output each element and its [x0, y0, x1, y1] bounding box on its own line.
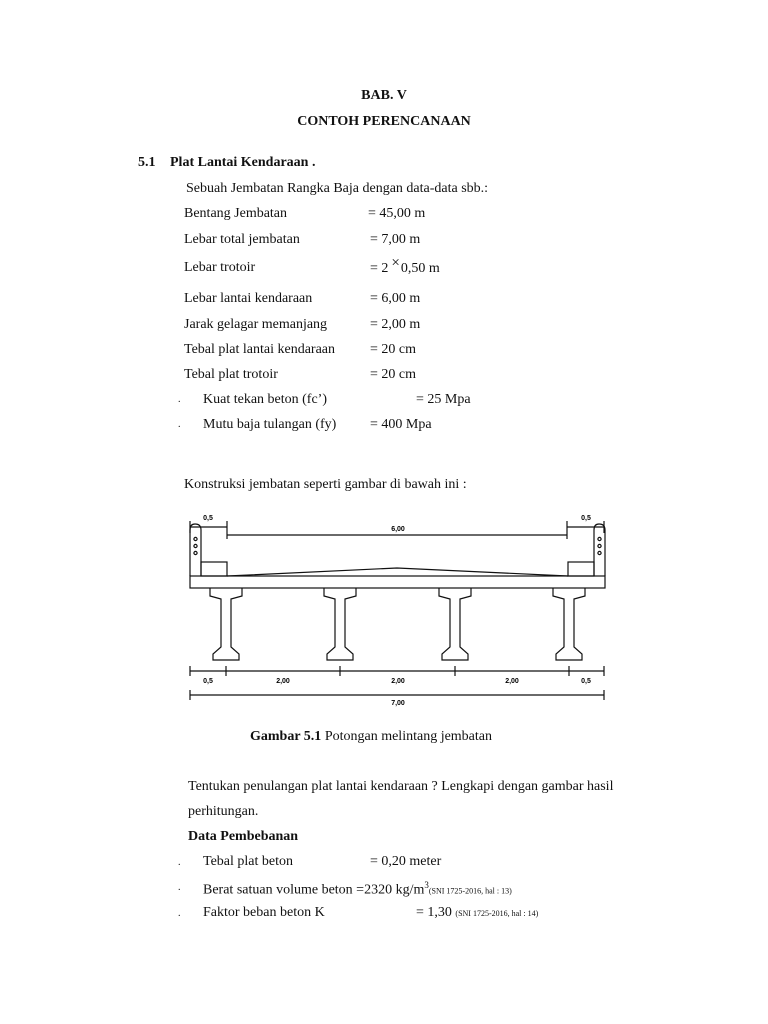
section-title: Plat Lantai Kendaraan . [170, 155, 316, 170]
loading-title: Data Pembebanan [188, 829, 299, 844]
bridge-cross-section-figure [180, 508, 620, 710]
loading-value: = 1,30 [416, 905, 452, 920]
spec-label: Lebar lantai kendaraan [184, 291, 313, 306]
spec-label: Tebal plat lantai kendaraan [184, 342, 335, 357]
loading-value: = 0,20 meter [370, 854, 442, 869]
caption-text: Potongan melintang jembatan [321, 729, 492, 744]
loading-label: Faktor beban beton K [203, 905, 325, 920]
figure-caption [250, 729, 492, 745]
loading-label: Tebal plat beton [203, 854, 293, 869]
bottom-dim-label: 0,5 [581, 678, 591, 685]
bullet-mark: . [178, 394, 181, 405]
bullet-mark: . [178, 857, 181, 868]
total-dim-label: 7,00 [391, 700, 405, 707]
bullet-label: Kuat tekan beton (fc’) [203, 392, 327, 407]
chapter-number: BAB. V [361, 88, 407, 103]
top-dim-label: 0,5 [203, 515, 213, 522]
spec-label: Lebar trotoir [184, 260, 256, 275]
spec-label: Jarak gelagar memanjang [184, 317, 328, 332]
spec-value: = 2,00 m [370, 317, 421, 332]
loading-note: (SNI 1725-2016, hal : 13) [428, 886, 512, 896]
spec-value-part: = 2 [370, 261, 389, 276]
bullet-label: Mutu baja tulangan (fy) [203, 417, 337, 432]
top-dim-label: 6,00 [391, 526, 405, 533]
intro-text: Sebuah Jembatan Rangka Baja dengan data-data sbb.: [186, 181, 489, 196]
figure-intro: Konstruksi jembatan seperti gambar di bawah ini : [184, 477, 467, 492]
bottom-dim-label: 0,5 [203, 678, 213, 685]
bottom-dim-label: 2,00 [505, 678, 519, 685]
bullet-mark: . [178, 908, 181, 919]
section-number: 5.1 [138, 155, 156, 170]
loading-item [203, 880, 512, 899]
loading-label: Berat satuan volume beton =2320 kg/m [203, 882, 425, 898]
spec-value: = 7,00 m [370, 232, 421, 247]
loading-note: (SNI 1725-2016, hal : 14) [455, 909, 539, 918]
loading-item [416, 905, 538, 921]
spec-value [370, 255, 440, 277]
task-text: perhitungan. [188, 804, 259, 819]
spec-value: = 6,00 m [370, 291, 421, 306]
spec-value: = 20 cm [370, 342, 416, 357]
bullet-mark: . [178, 419, 181, 430]
unit-superscript: 3 [424, 880, 429, 890]
chapter-title: CONTOH PERENCANAAN [297, 114, 471, 129]
bullet-mark: . [178, 882, 181, 893]
times-symbol: × [391, 255, 400, 271]
bottom-dim-label: 2,00 [276, 678, 290, 685]
spec-label: Bentang Jembatan [184, 206, 288, 221]
spec-value: = 20 cm [370, 367, 416, 382]
spec-label: Lebar total jembatan [184, 232, 300, 247]
top-dim-label: 0,5 [581, 515, 591, 522]
bottom-dim-label: 2,00 [391, 678, 405, 685]
spec-value-part: 0,50 m [400, 261, 440, 276]
bullet-value: = 400 Mpa [370, 417, 432, 432]
task-text: Tentukan penulangan plat lantai kendaraan ? Lengkapi dengan gambar hasil [188, 779, 614, 794]
bullet-value: = 25 Mpa [416, 392, 471, 407]
caption-label: Gambar 5.1 [250, 729, 322, 744]
spec-label: Tebal plat trotoir [184, 367, 278, 382]
spec-value: = 45,00 m [368, 206, 426, 221]
